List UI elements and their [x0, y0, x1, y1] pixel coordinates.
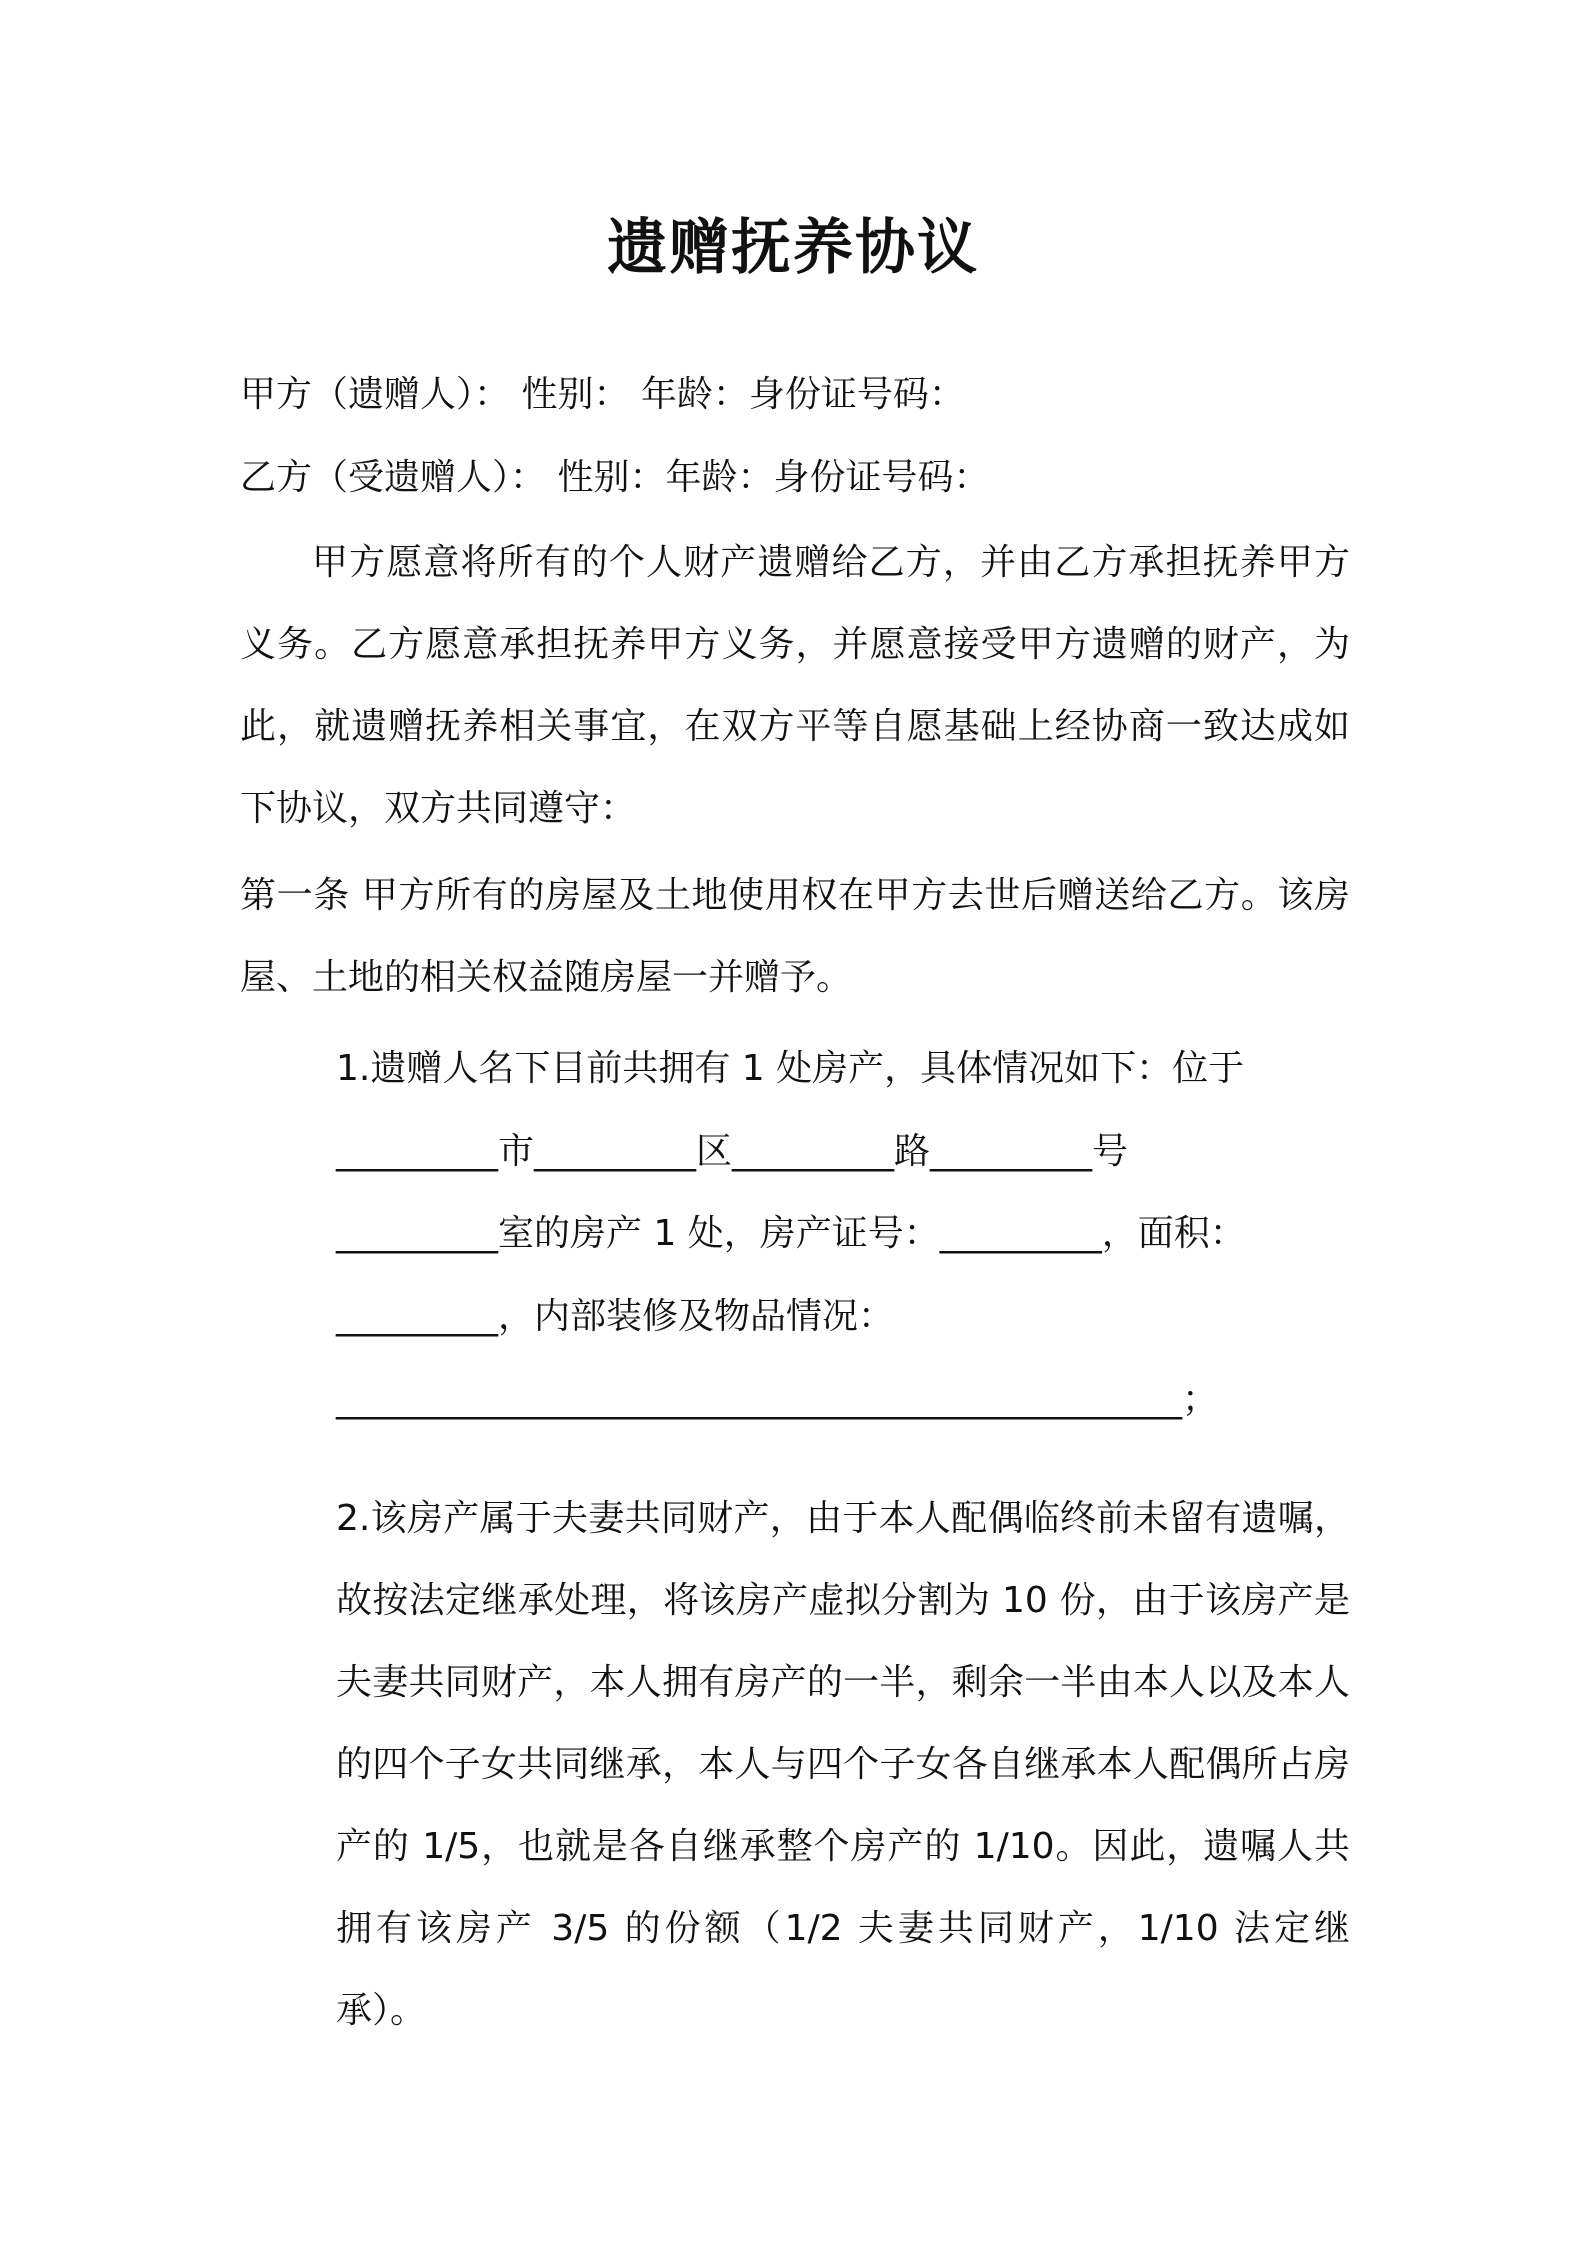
party-b-line: 乙方（受遗赠人）： 性别：年龄：身份证号码：: [240, 457, 990, 498]
intro-paragraph: 甲方愿意将所有的个人财产遗赠给乙方，并由乙方承担抚养甲方义务。乙方愿意承担抚养甲方义务，并愿意接受甲方遗赠的财产，为此，就遗赠抚养相关事宜，在双方平等自愿基础上经协商一致达成如下协议，双方共同遵守：: [240, 542, 1350, 829]
item1-line4: _________，内部装修及物品情况：: [336, 1296, 895, 1337]
item2-paragraph: 2.该房产属于夫妻共同财产，由于本人配偶临终前未留有遗嘱，故按法定继承处理，将该房产虚拟分割为 10 份，由于该房产是夫妻共同财产，本人拥有房产的一半，剩余一半由本人以及本人的四个子女共同继承，本人与四个子女各自继承本人配偶所占房产的 1/5，也就是各自继承整个房产的 1/10。因此，遗嘱人共拥有该房产 3/5 的份额（1/2 夫妻共同财产，1/10 法定继承）。: [336, 1498, 1350, 2031]
item1-line3: _________室的房产 1 处，房产证号：_________，面积：: [336, 1213, 1246, 1254]
item1-line2: _________市_________区_________路_________号: [336, 1131, 1128, 1172]
document-title: 遗赠抚养协议: [607, 213, 979, 283]
party-a-line: 甲方（遗赠人）： 性别： 年龄：身份证号码：: [240, 374, 965, 415]
item1-line1: 1.遗赠人名下目前共拥有 1 处房产，具体情况如下：位于: [336, 1048, 1245, 1089]
article-1: 第一条 甲方所有的房屋及土地使用权在甲方去世后赠送给乙方。该房屋、土地的相关权益随房屋一并赠予。: [240, 875, 1350, 998]
item1-line5: _______________________________________________；: [336, 1379, 1218, 1420]
